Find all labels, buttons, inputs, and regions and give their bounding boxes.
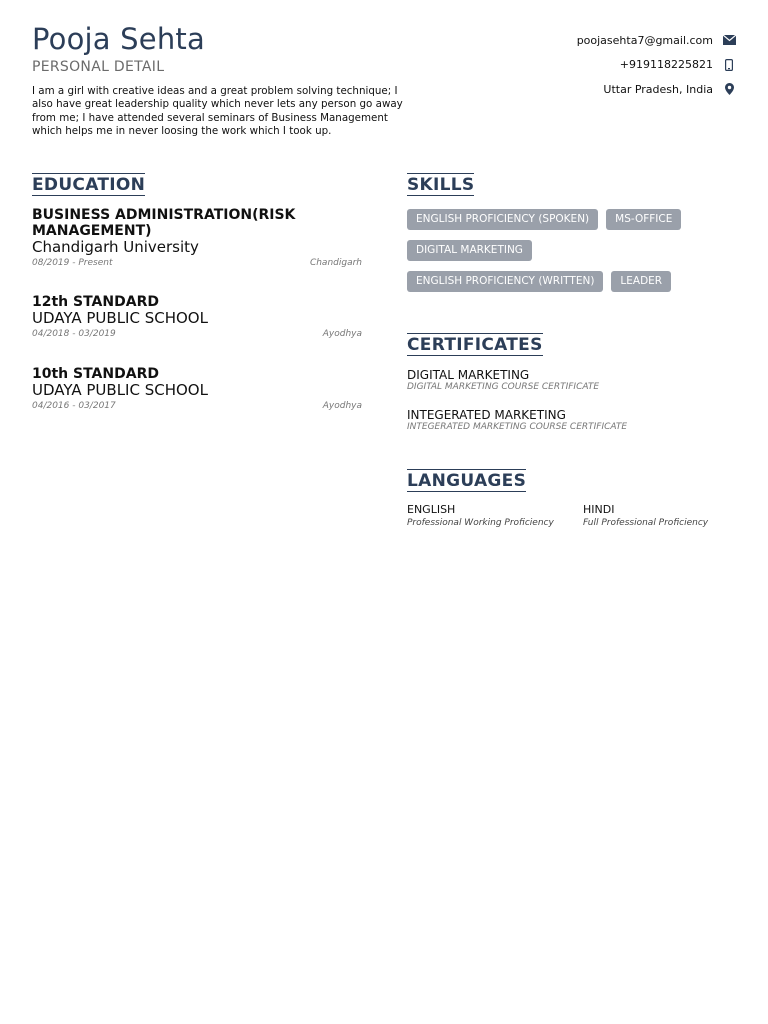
education-item <box>32 366 362 411</box>
education-item <box>32 207 362 268</box>
certificate-item <box>407 368 599 393</box>
education-degree: 10th STANDARD <box>32 366 159 382</box>
education-school: Chandigarh University <box>32 238 199 256</box>
education-school: UDAYA PUBLIC SCHOOL <box>32 309 208 327</box>
email-text: poojasehta7@gmail.com <box>576 33 713 47</box>
education-place: Ayodhya <box>322 401 362 411</box>
language-name: HINDI <box>583 503 615 516</box>
contact-phone[interactable] <box>577 53 736 78</box>
education-meta <box>32 258 362 268</box>
education-place: Ayodhya <box>322 329 362 339</box>
certificate-desc: INTEGERATED MARKETING COURSE CERTIFICATE <box>407 422 628 432</box>
skill-tag: ENGLISH PROFICIENCY (SPOKEN) <box>407 209 598 230</box>
skill-tag: LEADER <box>611 271 671 292</box>
skill-tag: DIGITAL MARKETING <box>407 240 532 261</box>
education-degree: BUSINESS ADMINISTRATION(RISK MANAGEMENT) <box>32 207 296 239</box>
email-icon <box>722 33 736 47</box>
location-text: Uttar Pradesh, India <box>603 82 713 96</box>
education-heading: EDUCATION <box>32 175 146 195</box>
contact-block <box>577 28 736 102</box>
contact-email[interactable] <box>577 28 736 53</box>
location-pin-icon <box>722 82 736 96</box>
education-meta <box>32 401 362 411</box>
language-level: Full Professional Proficiency <box>583 518 709 528</box>
language-item <box>407 503 554 530</box>
skills-heading: SKILLS <box>407 175 475 195</box>
skill-tag: MS-OFFICE <box>606 209 681 230</box>
certificates-heading: CERTIFICATES <box>407 335 543 355</box>
education-dates: 08/2019 - Present <box>32 258 113 268</box>
phone-text: +919118225821 <box>619 58 713 72</box>
education-dates: 04/2016 - 03/2017 <box>32 401 116 411</box>
language-level: Professional Working Proficiency <box>407 518 554 528</box>
education-school: UDAYA PUBLIC SCHOOL <box>32 381 208 399</box>
education-item <box>32 294 362 339</box>
personal-summary: I am a girl with creative ideas and a great problem solving technique; I also have great leadership quality which never lets any person go away from me; I have attended several seminars of Business Management which helps me in never loosing the work which I took up. <box>32 85 403 138</box>
education-degree: 12th STANDARD <box>32 294 159 310</box>
contact-location <box>577 77 736 102</box>
certificate-desc: DIGITAL MARKETING COURSE CERTIFICATE <box>407 382 600 392</box>
resume-subtitle: PERSONAL DETAIL <box>32 59 165 75</box>
skills-list <box>407 209 737 302</box>
resume-name: Pooja Sehta <box>32 22 205 56</box>
skill-tag: ENGLISH PROFICIENCY (WRITTEN) <box>407 271 603 292</box>
phone-icon <box>722 58 736 72</box>
certificate-title: DIGITAL MARKETING <box>407 368 530 382</box>
certificate-item <box>407 408 627 433</box>
languages-heading: LANGUAGES <box>407 471 527 491</box>
education-dates: 04/2018 - 03/2019 <box>32 329 116 339</box>
language-item <box>583 503 708 530</box>
certificate-title: INTEGERATED MARKETING <box>407 408 566 422</box>
language-name: ENGLISH <box>407 503 456 516</box>
education-place: Chandigarh <box>309 258 362 268</box>
education-meta <box>32 329 362 339</box>
